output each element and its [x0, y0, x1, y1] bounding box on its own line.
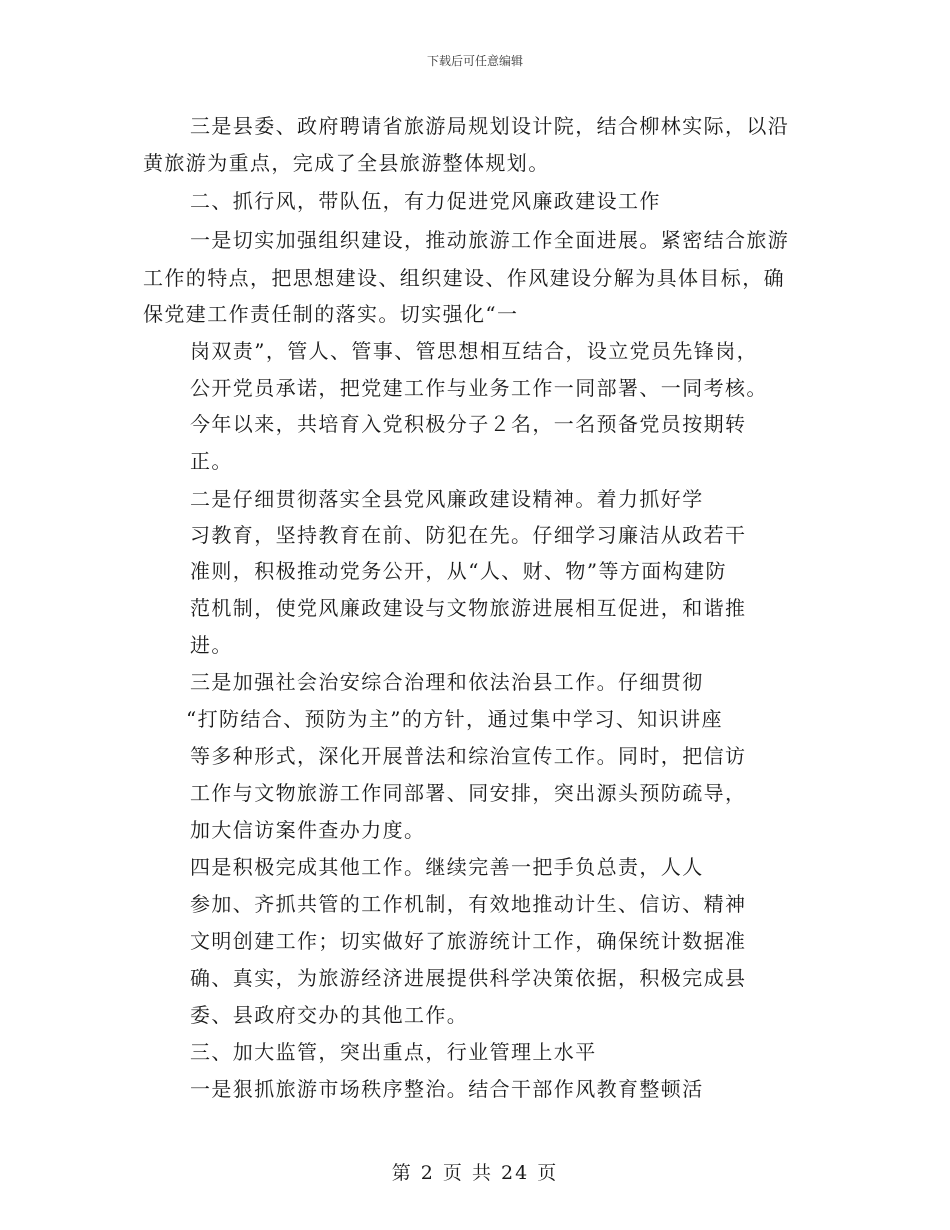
- paragraph-line: 三是加强社会治安综合治理和依法治县工作。仔细贯彻: [190, 670, 704, 694]
- paragraph-line: 公开党员承诺，把党建工作与业务工作一同部署、一同考核。: [190, 376, 768, 400]
- paragraph-line: 一是切实加强组织建设，推动旅游工作全面进展。紧密结合旅游: [190, 228, 790, 252]
- paragraph-line: 范机制，使党风廉政建设与文物旅游进展相互促进，和谐推: [190, 596, 747, 620]
- paragraph-line: 三是县委、政府聘请省旅游局规划设计院，结合柳林实际，以沿: [190, 114, 790, 138]
- paragraph-line: 准则，积极推动党务公开，从“人、财、物”等方面构建防: [190, 559, 727, 583]
- paragraph-line: 进。: [190, 633, 233, 657]
- paragraph-line: 二是仔细贯彻落实全县党风廉政建设精神。着力抓好学: [190, 487, 704, 511]
- section-heading: 二、抓行风，带队伍，有力促进党风廉政建设工作: [190, 189, 661, 213]
- paragraph-line: 参加、齐抓共管的工作机制，有效地推动计生、信访、精神: [190, 892, 747, 916]
- paragraph-line: 四是积极完成其他工作。继续完善一把手负总责，人人: [190, 855, 704, 879]
- paragraph-line: 加大信访案件查办力度。: [190, 818, 426, 842]
- paragraph-line: “打防结合、预防为主”的方针，通过集中学习、知识讲座: [186, 707, 723, 731]
- paragraph-line: 确、真实，为旅游经济进展提供科学决策依据，积极完成县: [190, 966, 747, 990]
- paragraph-line: 工作与文物旅游工作同部署、同安排，突出源头预防疏导，: [190, 781, 747, 805]
- page-number: 第 2 页 共 24 页: [391, 1162, 559, 1184]
- paragraph-line: 一是狠抓旅游市场秩序整治。结合干部作风教育整顿活: [190, 1077, 704, 1101]
- paragraph-line: 今年以来，共培育入党积极分子２名，一名预备党员按期转: [190, 412, 747, 436]
- paragraph-line: 委、县政府交办的其他工作。: [190, 1003, 469, 1027]
- paragraph-line: 文明创建工作；切实做好了旅游统计工作，确保统计数据准: [190, 929, 747, 953]
- paragraph-line: 习教育，坚持教育在前、防犯在先。仔细学习廉洁从政若干: [190, 523, 747, 547]
- paragraph-line: 正。: [190, 449, 233, 473]
- paragraph-line: 工作的特点，把思想建设、组织建设、作风建设分解为具体目标，确: [143, 266, 785, 290]
- paragraph-line: 保党建工作责任制的落实。切实强化“一: [143, 302, 519, 326]
- paragraph-line: 岗双责”，管人、管事、管思想相互结合，设立党员先锋岗，: [190, 339, 759, 363]
- paragraph-line: 等多种形式，深化开展普法和综治宣传工作。同时，把信访: [190, 744, 747, 768]
- page-header: 下载后可任意编辑: [426, 54, 523, 68]
- section-heading: 三、加大监管，突出重点，行业管理上水平: [190, 1040, 597, 1064]
- paragraph-line: 黄旅游为重点，完成了全县旅游整体规划。: [143, 151, 550, 175]
